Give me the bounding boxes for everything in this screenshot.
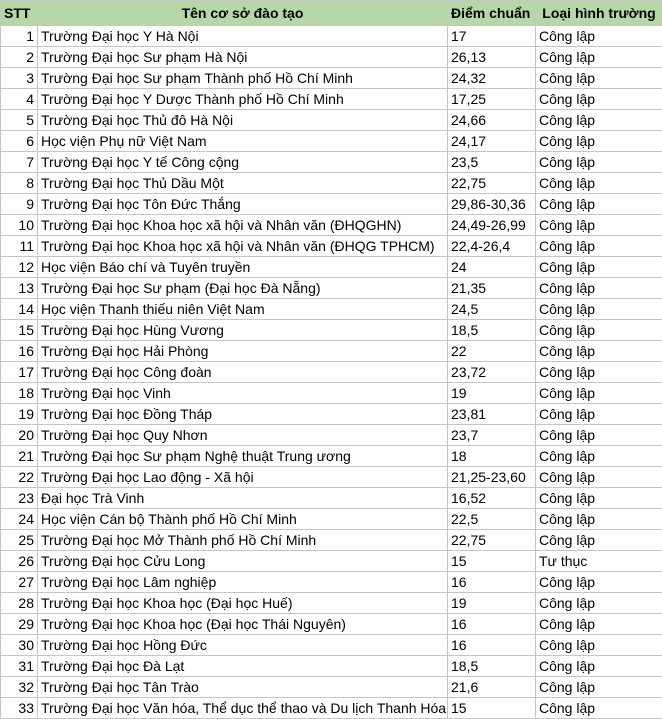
stt-cell[interactable]: 14 — [1, 299, 38, 320]
school-type-cell[interactable]: Công lập — [536, 467, 662, 488]
school-name-cell[interactable]: Học viện Cán bộ Thành phố Hồ Chí Minh — [38, 509, 448, 530]
score-cell[interactable]: 24 — [448, 257, 536, 278]
table-row — [1, 656, 662, 677]
school-name-cell[interactable]: Trường Đại học Hồng Đức — [38, 635, 448, 656]
school-type-cell[interactable]: Công lập — [536, 572, 662, 593]
table-header — [1, 1, 662, 26]
school-type-cell[interactable]: Công lập — [536, 152, 662, 173]
table-row — [1, 467, 662, 488]
table-row — [1, 89, 662, 110]
header-type[interactable]: Loại hình trường — [536, 1, 662, 26]
score-cell[interactable]: 22,75 — [448, 530, 536, 551]
stt-cell[interactable]: 31 — [1, 656, 38, 677]
school-name-cell[interactable]: Trường Đại học Lâm nghiệp — [38, 572, 448, 593]
score-cell[interactable]: 22,5 — [448, 509, 536, 530]
stt-cell[interactable]: 28 — [1, 593, 38, 614]
stt-cell[interactable]: 4 — [1, 89, 38, 110]
school-name-cell[interactable]: Trường Đại học Lao động - Xã hội — [38, 467, 448, 488]
score-cell[interactable]: 18,5 — [448, 656, 536, 677]
stt-cell[interactable]: 21 — [1, 446, 38, 467]
school-type-cell[interactable]: Tư thục — [536, 551, 662, 572]
school-name-cell[interactable]: Trường Đại học Văn hóa, Thể dục thể thao và Du lịch Thanh Hóa — [38, 698, 448, 719]
school-name-cell[interactable]: Trường Đại học Công đoàn — [38, 362, 448, 383]
stt-cell[interactable]: 1 — [1, 26, 38, 47]
score-cell[interactable]: 16,52 — [448, 488, 536, 509]
table-row — [1, 131, 662, 152]
stt-cell[interactable]: 33 — [1, 698, 38, 719]
school-type-cell[interactable]: Công lập — [536, 278, 662, 299]
table-row — [1, 446, 662, 467]
stt-cell[interactable]: 30 — [1, 635, 38, 656]
table-row — [1, 530, 662, 551]
school-type-cell[interactable]: Công lập — [536, 257, 662, 278]
school-type-cell[interactable]: Công lập — [536, 593, 662, 614]
score-cell[interactable]: 22,75 — [448, 173, 536, 194]
stt-cell[interactable]: 6 — [1, 131, 38, 152]
school-type-cell[interactable]: Công lập — [536, 425, 662, 446]
table-row — [1, 236, 662, 257]
score-cell[interactable]: 23,5 — [448, 152, 536, 173]
table-row — [1, 173, 662, 194]
table-row — [1, 362, 662, 383]
score-cell[interactable]: 15 — [448, 551, 536, 572]
school-name-cell[interactable]: Trường Đại học Y Hà Nội — [38, 26, 448, 47]
table-row — [1, 614, 662, 635]
score-cell[interactable]: 22 — [448, 341, 536, 362]
table-row — [1, 320, 662, 341]
school-type-cell[interactable]: Công lập — [536, 236, 662, 257]
school-type-cell[interactable]: Công lập — [536, 656, 662, 677]
school-name-cell[interactable]: Trường Đại học Thủ Dầu Một — [38, 173, 448, 194]
school-type-cell[interactable]: Công lập — [536, 488, 662, 509]
school-name-cell[interactable]: Trường Đại học Cửu Long — [38, 551, 448, 572]
school-name-cell[interactable]: Trường Đại học Hải Phòng — [38, 341, 448, 362]
school-type-cell[interactable]: Công lập — [536, 131, 662, 152]
school-type-cell[interactable]: Công lập — [536, 89, 662, 110]
stt-cell[interactable]: 26 — [1, 551, 38, 572]
score-cell[interactable]: 24,5 — [448, 299, 536, 320]
header-row — [1, 1, 662, 26]
school-type-cell[interactable]: Công lập — [536, 215, 662, 236]
table-row — [1, 488, 662, 509]
stt-cell[interactable]: 17 — [1, 362, 38, 383]
school-type-cell[interactable]: Công lập — [536, 47, 662, 68]
school-name-cell[interactable]: Trường Đại học Quy Nhơn — [38, 425, 448, 446]
school-type-cell[interactable]: Công lập — [536, 404, 662, 425]
score-cell[interactable]: 19 — [448, 383, 536, 404]
table-body — [1, 26, 662, 719]
stt-cell[interactable]: 2 — [1, 47, 38, 68]
school-type-cell[interactable]: Công lập — [536, 68, 662, 89]
school-type-cell[interactable]: Công lập — [536, 194, 662, 215]
school-name-cell[interactable]: Trường Đại học Đồng Tháp — [38, 404, 448, 425]
score-cell[interactable]: 21,6 — [448, 677, 536, 698]
score-cell[interactable]: 17,25 — [448, 89, 536, 110]
school-type-cell[interactable]: Công lập — [536, 320, 662, 341]
stt-cell[interactable]: 10 — [1, 215, 38, 236]
score-cell[interactable]: 16 — [448, 635, 536, 656]
school-name-cell[interactable]: Đại học Trà Vinh — [38, 488, 448, 509]
school-name-cell[interactable]: Trường Đại học Khoa học (Đại học Thái Nguyên) — [38, 614, 448, 635]
school-type-cell[interactable]: Công lập — [536, 110, 662, 131]
score-cell[interactable]: 24,49-26,99 — [448, 215, 536, 236]
school-name-cell[interactable]: Trường Đại học Tân Trào — [38, 677, 448, 698]
stt-cell[interactable]: 18 — [1, 383, 38, 404]
score-cell[interactable]: 21,35 — [448, 278, 536, 299]
school-name-cell[interactable]: Trường Đại học Khoa học xã hội và Nhân văn (ĐHQGHN) — [38, 215, 448, 236]
table-row — [1, 572, 662, 593]
score-cell[interactable]: 23,81 — [448, 404, 536, 425]
stt-cell[interactable]: 32 — [1, 677, 38, 698]
school-name-cell[interactable]: Trường Đại học Y tế Công cộng — [38, 152, 448, 173]
table-row — [1, 425, 662, 446]
table-row — [1, 383, 662, 404]
table-row — [1, 152, 662, 173]
score-cell[interactable]: 26,13 — [448, 47, 536, 68]
table-row — [1, 593, 662, 614]
stt-cell[interactable]: 16 — [1, 341, 38, 362]
school-name-cell[interactable]: Học viện Phụ nữ Việt Nam — [38, 131, 448, 152]
school-type-cell[interactable]: Công lập — [536, 26, 662, 47]
score-cell[interactable]: 24,66 — [448, 110, 536, 131]
school-name-cell[interactable]: Trường Đại học Khoa học (Đại học Huế) — [38, 593, 448, 614]
header-score[interactable]: Điểm chuẩn — [448, 1, 536, 26]
school-type-cell[interactable]: Công lập — [536, 446, 662, 467]
stt-cell[interactable]: 23 — [1, 488, 38, 509]
stt-cell[interactable]: 9 — [1, 194, 38, 215]
stt-cell[interactable]: 27 — [1, 572, 38, 593]
table-row — [1, 635, 662, 656]
school-type-cell[interactable]: Công lập — [536, 677, 662, 698]
stt-cell[interactable]: 29 — [1, 614, 38, 635]
stt-cell[interactable]: 5 — [1, 110, 38, 131]
school-name-cell[interactable]: Trường Đại học Tôn Đức Thắng — [38, 194, 448, 215]
school-name-cell[interactable]: Trường Đại học Vinh — [38, 383, 448, 404]
school-type-cell[interactable]: Công lập — [536, 173, 662, 194]
score-cell[interactable]: 22,4-26,4 — [448, 236, 536, 257]
table-row — [1, 26, 662, 47]
table-row — [1, 194, 662, 215]
school-type-cell[interactable]: Công lập — [536, 362, 662, 383]
school-type-cell[interactable]: Công lập — [536, 698, 662, 719]
school-type-cell[interactable]: Công lập — [536, 383, 662, 404]
stt-cell[interactable]: 12 — [1, 257, 38, 278]
score-cell[interactable]: 23,7 — [448, 425, 536, 446]
school-name-cell[interactable]: Học viện Thanh thiếu niên Việt Nam — [38, 299, 448, 320]
school-type-cell[interactable]: Công lập — [536, 341, 662, 362]
score-cell[interactable]: 23,72 — [448, 362, 536, 383]
table-row — [1, 215, 662, 236]
table-row — [1, 257, 662, 278]
table-row — [1, 341, 662, 362]
school-type-cell[interactable]: Công lập — [536, 614, 662, 635]
score-cell[interactable]: 24,32 — [448, 68, 536, 89]
school-name-cell[interactable]: Trường Đại học Y Dược Thành phố Hồ Chí Minh — [38, 89, 448, 110]
score-cell[interactable]: 17 — [448, 26, 536, 47]
school-name-cell[interactable]: Trường Đại học Hùng Vương — [38, 320, 448, 341]
stt-cell[interactable]: 25 — [1, 530, 38, 551]
school-name-cell[interactable]: Học viện Báo chí và Tuyên truyền — [38, 257, 448, 278]
stt-cell[interactable]: 8 — [1, 173, 38, 194]
school-name-cell[interactable]: Trường Đại học Sư phạm Nghệ thuật Trung ương — [38, 446, 448, 467]
stt-cell[interactable]: 19 — [1, 404, 38, 425]
header-name[interactable]: Tên cơ sở đào tạo — [38, 1, 448, 26]
table-row — [1, 677, 662, 698]
stt-cell[interactable]: 3 — [1, 68, 38, 89]
stt-cell[interactable]: 22 — [1, 467, 38, 488]
stt-cell[interactable]: 20 — [1, 425, 38, 446]
score-cell[interactable]: 19 — [448, 593, 536, 614]
table-row — [1, 110, 662, 131]
school-name-cell[interactable]: Trường Đại học Mở Thành phố Hồ Chí Minh — [38, 530, 448, 551]
table-row — [1, 551, 662, 572]
score-cell[interactable]: 16 — [448, 614, 536, 635]
score-cell[interactable]: 15 — [448, 698, 536, 719]
school-type-cell[interactable]: Công lập — [536, 530, 662, 551]
school-name-cell[interactable]: Trường Đại học Đà Lạt — [38, 656, 448, 677]
table-row — [1, 299, 662, 320]
school-name-cell[interactable]: Trường Đại học Sư phạm Hà Nội — [38, 47, 448, 68]
stt-cell[interactable]: 24 — [1, 509, 38, 530]
stt-cell[interactable]: 15 — [1, 320, 38, 341]
school-type-cell[interactable]: Công lập — [536, 509, 662, 530]
stt-cell[interactable]: 7 — [1, 152, 38, 173]
score-cell[interactable]: 21,25-23,60 — [448, 467, 536, 488]
score-cell[interactable]: 18 — [448, 446, 536, 467]
table-row — [1, 509, 662, 530]
school-name-cell[interactable]: Trường Đại học Thủ đô Hà Nội — [38, 110, 448, 131]
school-type-cell[interactable]: Công lập — [536, 635, 662, 656]
score-cell[interactable]: 29,86-30,36 — [448, 194, 536, 215]
school-type-cell[interactable]: Công lập — [536, 299, 662, 320]
score-cell[interactable]: 16 — [448, 572, 536, 593]
table-row — [1, 404, 662, 425]
score-cell[interactable]: 24,17 — [448, 131, 536, 152]
school-name-cell[interactable]: Trường Đại học Sư phạm (Đại học Đà Nẵng) — [38, 278, 448, 299]
table-row — [1, 278, 662, 299]
stt-cell[interactable]: 11 — [1, 236, 38, 257]
table-row — [1, 698, 662, 719]
table-row — [1, 68, 662, 89]
score-cell[interactable]: 18,5 — [448, 320, 536, 341]
stt-cell[interactable]: 13 — [1, 278, 38, 299]
table-row — [1, 47, 662, 68]
school-name-cell[interactable]: Trường Đại học Khoa học xã hội và Nhân văn (ĐHQG TPHCM) — [38, 236, 448, 257]
header-stt[interactable]: STT — [1, 1, 38, 26]
school-name-cell[interactable]: Trường Đại học Sư phạm Thành phố Hồ Chí Minh — [38, 68, 448, 89]
